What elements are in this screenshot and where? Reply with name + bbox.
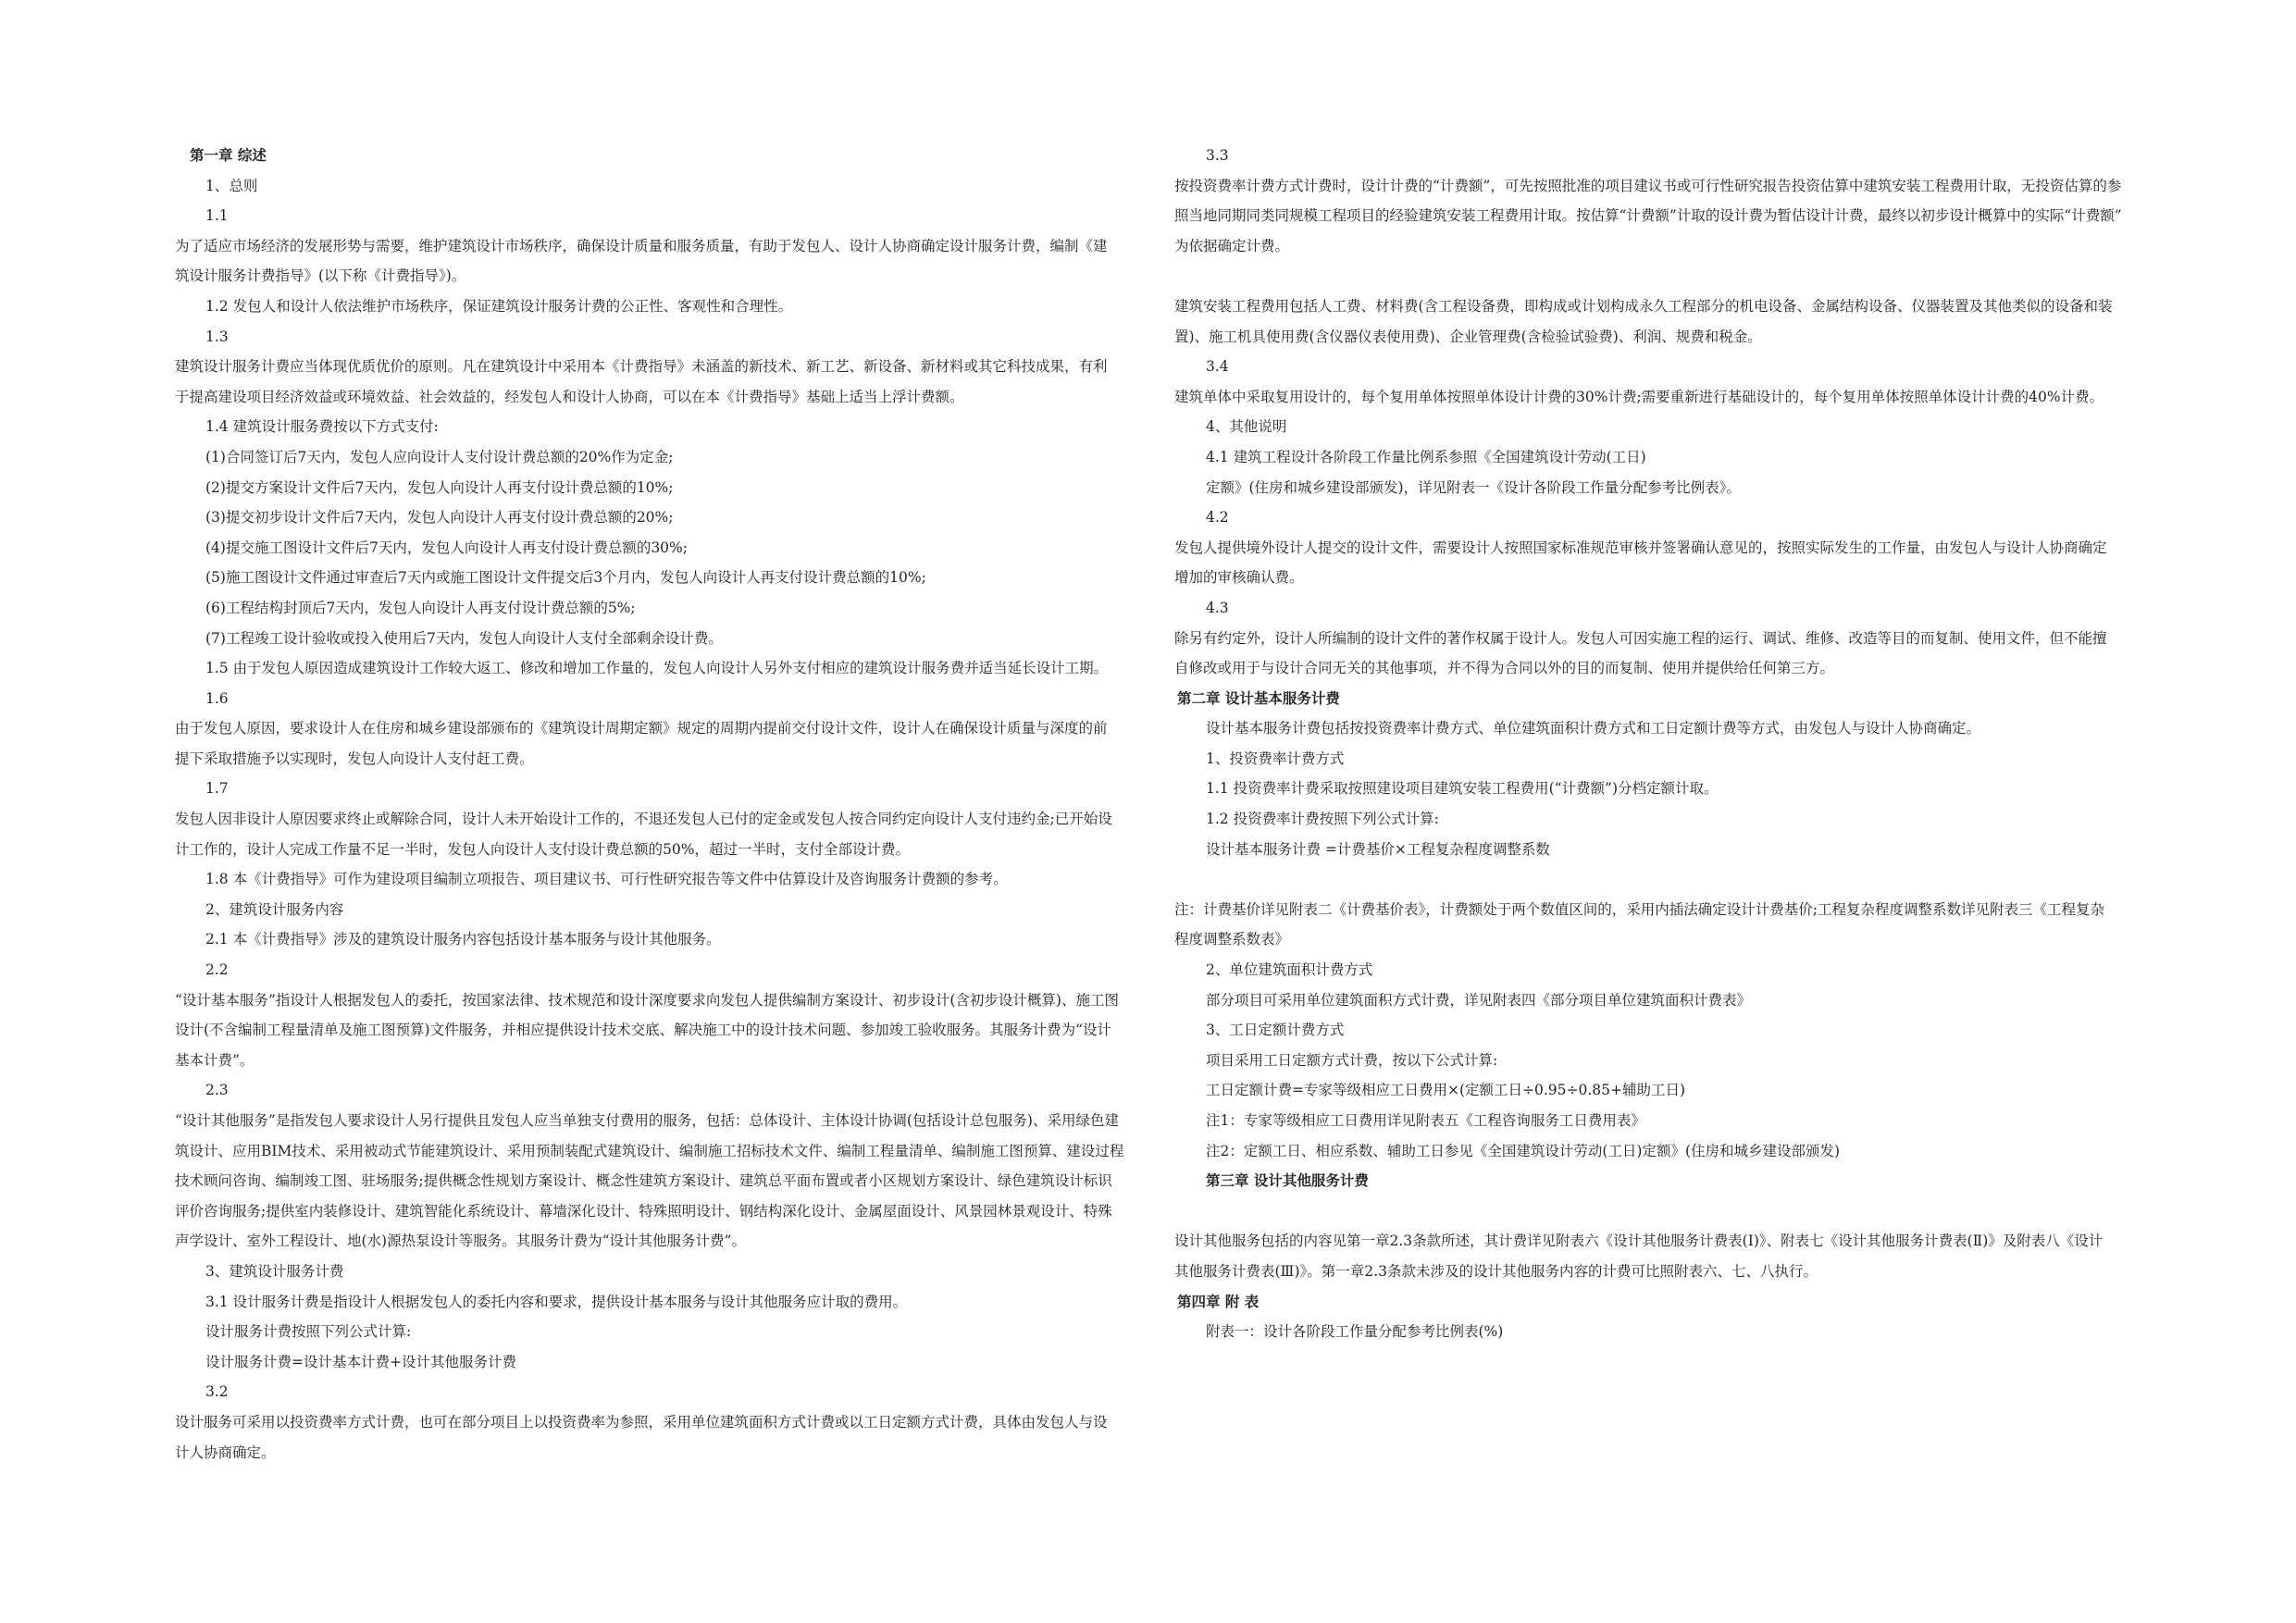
text-line: 置)、施工机具使用费(含仪器仪表使用费)、企业管理费(含检验试验费)、利润、规费和税金。 xyxy=(1174,328,1762,345)
text-line: 1.5 由于发包人原因造成建筑设计工作较大返工、修改和增加工作量的，发包人向设计人另外支付相应的建筑设计服务费并适当延长设计工期。 xyxy=(205,660,1109,677)
text-line: (1)合同签订后7天内，发包人应向设计人支付设计费总额的20%作为定金; xyxy=(205,448,674,465)
text-line: 建筑安装工程费用包括人工费、材料费(含工程设备费，即构成或计划构成永久工程部分的机电设备、金属结构设备、仪器装置及其他类似的设备和装 xyxy=(1174,297,2113,315)
text-line: 3.2 xyxy=(205,1383,229,1401)
text-line: 1.3 xyxy=(205,328,229,345)
text-line: 筑设计、应用BIM技术、采用被动式节能建筑设计、采用预制装配式建筑设计、编制施工招标技术文件、编制工程量清单、编制施工图预算、建设过程 xyxy=(175,1142,1124,1159)
text-line: “设计其他服务”是指发包人要求设计人另行提供且发包人应当单独支付费用的服务，包括：总体设计、主体设计协调(包括设计总包服务)、采用绿色建 xyxy=(175,1112,1119,1129)
text-line: 按投资费率计费方式计费时，设计计费的“计费额”，可先按照批准的项目建议书或可行性研究报告投资估算中建筑安装工程费用计取，无投资估算的参 xyxy=(1174,177,2122,194)
text-line: 1.1 xyxy=(205,207,229,225)
text-line: 4.2 xyxy=(1206,509,1229,527)
chapter-heading: 第四章 附 表 xyxy=(1177,1292,1260,1310)
text-line: 1.4 建筑设计服务费按以下方式支付: xyxy=(205,418,439,436)
text-line: (5)施工图设计文件通过审查后7天内或施工图设计文件提交后3个月内，发包人向设计人再支付设计费总额的10%; xyxy=(205,569,926,587)
text-line: 2.2 xyxy=(205,961,229,979)
blank-line xyxy=(1174,261,2146,291)
text-line: 设计其他服务包括的内容见第一章2.3条款所述，其计费详见附表六《设计其他服务计费表(Ⅰ)》、附表七《设计其他服务计费表(Ⅱ)》及附表八《设计 xyxy=(1174,1233,2104,1250)
text-line: 发包人因非设计人原因要求终止或解除合同，设计人未开始设计工作的，不退还发包人已付的定金或发包人按合同约定向设计人支付违约金;已开始设 xyxy=(175,811,1112,828)
text-line: 计人协商确定。 xyxy=(175,1443,276,1461)
text-line: 照当地同期同类同规模工程项目的经验建筑安装工程费用计取。按估算“计费额”计取的设计费为暂估设计计费，最终以初步设计概算中的实际“计费额” xyxy=(1174,207,2122,225)
text-line: 计工作的，设计人完成工作量不足一半时，发包人向设计人支付设计费总额的50%，超过一半时，支付全部设计费。 xyxy=(175,840,910,858)
text-line: 注1：专家等级相应工日费用详见附表五《工程咨询服务工日费用表》 xyxy=(1206,1112,1645,1129)
text-line: 设计(不含编制工程量清单及施工图预算)文件服务，并相应提供设计技术交底、解决施工中的设计技术问题、参加竣工验收服务。其服务计费为“设计 xyxy=(175,1022,1112,1039)
text-line: 4.1 建筑工程设计各阶段工作量比例系参照《全国建筑设计劳动(工日) xyxy=(1206,448,1646,465)
text-line: 建筑设计服务计费应当体现优质优价的原则。凡在建筑设计中采用本《计费指导》未涵盖的新技术、新工艺、新设备、新材料或其它科技成果，有利 xyxy=(175,358,1108,376)
text-line: 1、投资费率计费方式 xyxy=(1206,750,1345,767)
text-line: (6)工程结构封顶后7天内，发包人向设计人再支付设计费总额的5%; xyxy=(205,599,636,616)
text-line: 3、建筑设计服务计费 xyxy=(205,1262,344,1280)
blank-line xyxy=(1174,864,2146,895)
text-line: 设计基本服务计费 =计费基价×工程复杂程度调整系数 xyxy=(1206,840,1550,858)
text-line: 1.6 xyxy=(205,689,229,707)
text-line: (4)提交施工图设计文件后7天内，发包人向设计人再支付设计费总额的30%; xyxy=(205,539,688,556)
blank-line xyxy=(1174,1196,2146,1227)
text-line: 1.7 xyxy=(205,780,229,798)
text-line: 其他服务计费表(Ⅲ)》。第一章2.3条款未涉及的设计其他服务内容的计费可比照附表六、七、八执行。 xyxy=(1174,1262,1818,1280)
text-line: 1.8 本《计费指导》可作为建设项目编制立项报告、项目建议书、可行性研究报告等文件中估算设计及咨询服务计费额的参考。 xyxy=(205,871,1008,888)
text-line: 声学设计、室外工程设计、地(水)源热泵设计等服务。其服务计费为“设计其他服务计费”。 xyxy=(175,1233,746,1250)
text-line: 3.3 xyxy=(1206,147,1229,164)
text-line: 建筑单体中采取复用设计的，每个复用单体按照单体设计计费的30%计费;需要重新进行基础设计的，每个复用单体按照单体设计计费的40%计费。 xyxy=(1174,388,2104,405)
text-line: 项目采用工日定额方式计费，按以下公式计算: xyxy=(1206,1051,1498,1069)
text-line: 1.2 发包人和设计人依法维护市场秩序，保证建筑设计服务计费的公正性、客观性和合理性。 xyxy=(205,297,793,315)
text-line: 设计服务计费按照下列公式计算: xyxy=(205,1323,412,1341)
text-line: (7)工程竣工设计验收或投入使用后7天内，发包人向设计人支付全部剩余设计费。 xyxy=(205,629,723,647)
chapter-heading: 第二章 设计基本服务计费 xyxy=(1177,688,1340,707)
text-line: 3.4 xyxy=(1206,358,1229,376)
text-line: 3、工日定额计费方式 xyxy=(1206,1022,1345,1039)
text-line: 4.3 xyxy=(1206,599,1229,616)
chapter-heading: 第三章 设计其他服务计费 xyxy=(1206,1171,1369,1190)
text-line: 2、建筑设计服务内容 xyxy=(205,900,344,918)
text-line: 工日定额计费=专家等级相应工日费用×(定额工日÷0.95÷0.85+辅助工日) xyxy=(1206,1082,1686,1099)
text-line: 注：计费基价详见附表二《计费基价表》，计费额处于两个数值区间的，采用内插法确定设计计费基价;工程复杂程度调整系数详见附表三《工程复杂 xyxy=(1174,900,2104,918)
text-line: 设计服务可采用以投资费率方式计费，也可在部分项目上以投资费率为参照，采用单位建筑面积方式计费或以工日定额方式计费，具体由发包人与设 xyxy=(175,1413,1108,1431)
text-line: 附表一：设计各阶段工作量分配参考比例表(%) xyxy=(1206,1323,1504,1341)
text-line: 注2：定额工日、相应系数、辅助工日参见《全国建筑设计劳动(工日)定额》(住房和城乡建设部颁发) xyxy=(1206,1142,1841,1159)
text-line: 设计服务计费=设计基本计费+设计其他服务计费 xyxy=(205,1353,516,1370)
text-line: 1.1 投资费率计费采取按照建设项目建筑安装工程费用(“计费额”)分档定额计取。 xyxy=(1206,780,1719,798)
text-line: 增加的审核确认费。 xyxy=(1174,569,1304,587)
text-line: 技术顾问咨询、编制竣工图、驻场服务;提供概念性规划方案设计、概念性建筑方案设计、建筑总平面布置或者小区规划方案设计、绿色建筑设计标识 xyxy=(175,1172,1112,1190)
text-line: “设计基本服务”指设计人根据发包人的委托，按国家法律、技术规范和设计深度要求向发包人提供编制方案设计、初步设计(含初步设计概算)、施工图 xyxy=(175,991,1119,1009)
text-line: 1.2 投资费率计费按照下列公式计算: xyxy=(1206,811,1439,828)
text-line: 基本计费”。 xyxy=(175,1051,254,1069)
text-line: 2.1 本《计费指导》涉及的建筑设计服务内容包括设计基本服务与设计其他服务。 xyxy=(205,931,721,948)
text-line: 设计基本服务计费包括按投资费率计费方式、单位建筑面积计费方式和工日定额计费等方式，由发包人与设计人协商确定。 xyxy=(1206,720,1981,737)
text-line: 除另有约定外，设计人所编制的设计文件的著作权属于设计人。发包人可因实施工程的运行、调试、维修、改造等目的而复制、使用文件，但不能擅 xyxy=(1174,629,2107,647)
text-line: 由于发包人原因，要求设计人在住房和城乡建设部颁布的《建筑设计周期定额》规定的周期内提前交付设计文件，设计人在确保设计质量与深度的前 xyxy=(175,720,1108,737)
text-line: 评价咨询服务;提供室内装修设计、建筑智能化系统设计、幕墙深化设计、特殊照明设计、钢结构深化设计、金属屋面设计、风景园林景观设计、特殊 xyxy=(175,1202,1112,1220)
text-line: 部分项目可采用单位建筑面积方式计费，详见附表四《部分项目单位建筑面积计费表》 xyxy=(1206,991,1752,1009)
chapter-heading: 第一章 综述 xyxy=(190,146,267,164)
text-line: 4、其他说明 xyxy=(1206,418,1287,436)
text-line: 提下采取措施予以实现时，发包人向设计人支付赶工费。 xyxy=(175,750,534,767)
text-line: 自修改或用于与设计合同无关的其他事项，并不得为合同以外的目的而复制、使用并提供给任何第三方。 xyxy=(1174,660,1835,677)
left-column xyxy=(175,141,1128,1468)
text-line: 发包人提供境外设计人提交的设计文件，需要设计人按照国家标准规范审核并签署确认意见的，按照实际发生的工作量，由发包人与设计人协商确定 xyxy=(1174,539,2107,556)
right-column xyxy=(1174,141,2146,1347)
text-line: 定额》(住房和城乡建设部颁发)，详见附表一《设计各阶段工作量分配参考比例表》。 xyxy=(1206,478,1741,496)
text-line: 1、总则 xyxy=(205,177,258,194)
text-line: 程度调整系数表》 xyxy=(1174,931,1290,948)
text-line: 2、单位建筑面积计费方式 xyxy=(1206,961,1373,979)
text-line: 2.3 xyxy=(205,1082,229,1099)
text-line: (3)提交初步设计文件后7天内，发包人向设计人再支付设计费总额的20%; xyxy=(205,509,674,527)
text-line: (2)提交方案设计文件后7天内，发包人向设计人再支付设计费总额的10%; xyxy=(205,478,674,496)
text-line: 为了适应市场经济的发展形势与需要，维护建筑设计市场秩序，确保设计质量和服务质量，有助于发包人、设计人协商确定设计服务计费，编制《建 xyxy=(175,237,1108,254)
text-line: 于提高建设项目经济效益或环境效益、社会效益的，经发包人和设计人协商，可以在本《计费指导》基础上适当上浮计费额。 xyxy=(175,388,964,405)
text-line: 筑设计服务计费指导》(以下称《计费指导》)。 xyxy=(175,267,466,285)
text-line: 为依据确定计费。 xyxy=(1174,237,1290,254)
text-line: 3.1 设计服务计费是指设计人根据发包人的委托内容和要求，提供设计基本服务与设计其他服务应计取的费用。 xyxy=(205,1293,908,1310)
